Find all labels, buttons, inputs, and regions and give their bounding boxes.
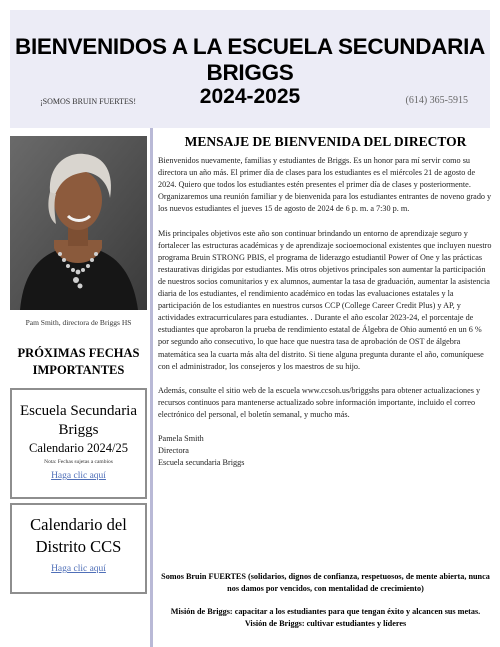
- paragraph-2: Mis principales objetivos este año son continuar brindando un entorno de aprendizaje seguro y fortalecer las estructuras académicas y de aprendizaje socioemocional existentes que incluyen nuestro programa Bruin STRONG PBIS, el programa de liderazgo estudiantil Power of One y las prácticas restaurativas dirigidas por estudiantes. Mis otros objetivos principales son aumentar la participación de nuestros socios comunitarios y ex alumnos, aumentar la tasa de graduación, aumentar la asistencia diaria de los estudiantes, el rendimiento académico en todas las evaluaciones estatales y la participación de los estudiantes en nuestros cursos CCP (College Career Credit Plus) y AP, y actividades extracurriculares para estudiantes. . Durante el año escolar 2023-24, el porcentaje de estudiantes que aprobaron la prueba de rendimiento estatal de Álgebra de Ohio aumentó en un 6 % por segundo año consecutivo, lo que hace que nuestra tasa de aprobación de OST de álgebra matemática sea la cuarta más alta del distrito. Si tiene alguna pregunta durante el año, comuníquese con el administrador, los consejeros y los maestros de su hijo.: [158, 228, 492, 371]
- school-year: 2024-2025: [199, 85, 301, 108]
- principal-photo: [10, 136, 147, 310]
- header-slogan: ¡SOMOS BRUIN FUERTES!: [40, 97, 136, 106]
- briggs-calendar-subtitle: Calendario 2024/25: [29, 441, 128, 455]
- district-calendar-link[interactable]: Haga clic aquí: [51, 564, 106, 574]
- bruin-strong-motto: Somos Bruin FUERTES (solidarios, dignos de confianza, respetuosos, de mente abierta, nunca nos damos por vencidos, con mentalidad de crecimiento): [161, 572, 490, 593]
- briggs-calendar-title: Escuela Secundaria Briggs: [19, 403, 138, 438]
- column-divider: [150, 128, 153, 647]
- paragraph-1: Bienvenidos nuevamente, familias y estudiantes de Briggs. Es un honor para mí servir como su directora un año más. El primer día de clases para los estudiantes es el miércoles 21 de agosto de 2024. Quiero que todos los estudiantes estén presentes el primer día de clases y posteriormente. Organizaremos una reunión familiar y de bienvenida para los estudiantes entrantes de noveno grado y los nuevos estudiantes el jueves 15 de agosto de 2024 de 6 p. m. a 7:30 p. m.: [158, 156, 492, 214]
- mission-statement: Misión de Briggs: capacitar a los estudiantes para que tengan éxito y alcancen sus metas.: [170, 607, 481, 616]
- principal-portrait-image: [10, 136, 147, 310]
- upcoming-dates-heading: PRÓXIMAS FECHAS IMPORTANTES: [17, 346, 140, 377]
- district-calendar-box: [10, 503, 147, 594]
- district-calendar-title: Calendario del Distrito CCS: [30, 515, 127, 556]
- photo-caption: Pam Smith, directora de Briggs HS: [25, 318, 132, 327]
- dates-note: Nota: Fechas sujetas a cambios: [44, 459, 113, 465]
- signature-name: Pamela Smith: [158, 434, 204, 444]
- phone-number: (614) 365-5915: [405, 95, 468, 106]
- mottos-section: [158, 571, 493, 641]
- page-title: BIENVENIDOS A LA ESCUELA SECUNDARIA BRIGGS: [15, 34, 485, 85]
- signature-school: Escuela secundaria Briggs: [158, 458, 245, 468]
- paragraph-3: Además, consulte el sitio web de la escuela www.ccsoh.us/briggshs para obtener actualizaciones y recursos continuos para mantenerse actualizado sobre información importante, incluido el correo electrónico del personal, el boletín semanal, y mucho más.: [158, 385, 481, 419]
- welcome-message-title: MENSAJE DE BIENVENIDA DEL DIRECTOR: [184, 134, 467, 149]
- vision-statement: Visión de Briggs: cultivar estudiantes y líderes: [244, 618, 407, 628]
- header-banner: [10, 10, 490, 128]
- briggs-calendar-box: [10, 388, 147, 499]
- signature-role: Directora: [158, 446, 189, 456]
- briggs-calendar-link[interactable]: Haga clic aquí: [51, 471, 106, 481]
- welcome-message-body: [158, 155, 493, 469]
